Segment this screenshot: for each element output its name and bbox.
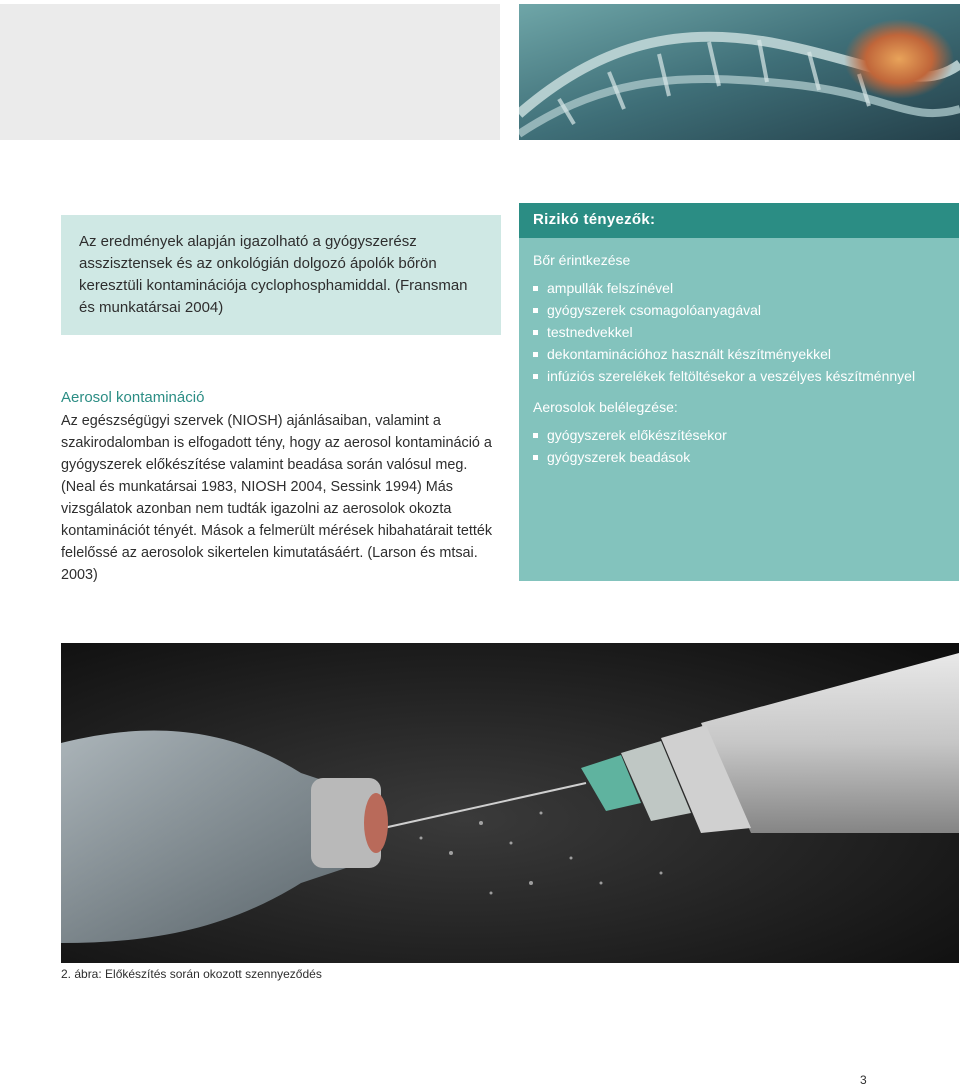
square-bullet-icon [533,433,538,438]
quote-text: Az eredmények alapján igazolható a gyógyszerész asszisztensek és az onkológián dolgozó ápolók bőrön keresztüli kontaminációja cyclophosphamiddal. (Fransman és munkatársai 2004) [79,233,468,316]
dna-illustration [519,4,960,140]
list-item: testnedvekkel [533,321,959,343]
risk-box-title: Rizikó tényezők: [519,203,959,238]
square-bullet-icon [533,455,538,460]
square-bullet-icon [533,286,538,291]
square-bullet-icon [533,330,538,335]
page-number: 3 [860,1073,867,1087]
top-grey-block [0,4,500,140]
list-item: dekontaminációhoz használt készítményekkel [533,343,959,365]
risk-group-aerosol-list [519,424,959,468]
square-bullet-icon [533,308,538,313]
syringe-illustration [61,643,959,963]
risk-group-skin-title: Bőr érintkezése [533,252,631,268]
figure-caption: 2. ábra: Előkészítés során okozott szennyeződés [61,967,322,981]
list-item: ampullák felszínével [533,277,959,299]
square-bullet-icon [533,352,538,357]
syringe-photo [61,643,959,963]
section-body: Az egészségügyi szervek (NIOSH) ajánlásaiban, valamint a szakirodalomban is elfogadott tény, hogy az aerosol kontamináció a gyógyszerek előkészítése valamint beadása során valósul meg. (Neal és munkatársai 1983, NIOSH 2004, Sessink 1994) Más vizsgálatok azonban nem tudták igazolni az aerosolok okozta kontaminációt tényét. Mások a felmerült mérések hibahatárait tették felelőssé az aerosolok sikertelen kimutatásáért. (Larson és mtsai. 2003) [61,413,493,583]
quote-box [61,215,501,335]
section-heading: Aerosol kontamináció [61,389,205,406]
list-item: gyógyszerek előkészítésekor [533,424,959,446]
risk-factors-box [519,203,959,581]
list-item: gyógyszerek beadások [533,446,959,468]
list-item: gyógyszerek csomagolóanyagával [533,299,959,321]
risk-group-skin-list [519,277,959,387]
dna-photo [519,4,960,140]
list-item: infúziós szerelékek feltöltésekor a veszélyes készítménnyel [533,365,959,387]
risk-group-aerosol-title: Aerosolok belélegzése: [533,399,678,415]
square-bullet-icon [533,374,538,379]
